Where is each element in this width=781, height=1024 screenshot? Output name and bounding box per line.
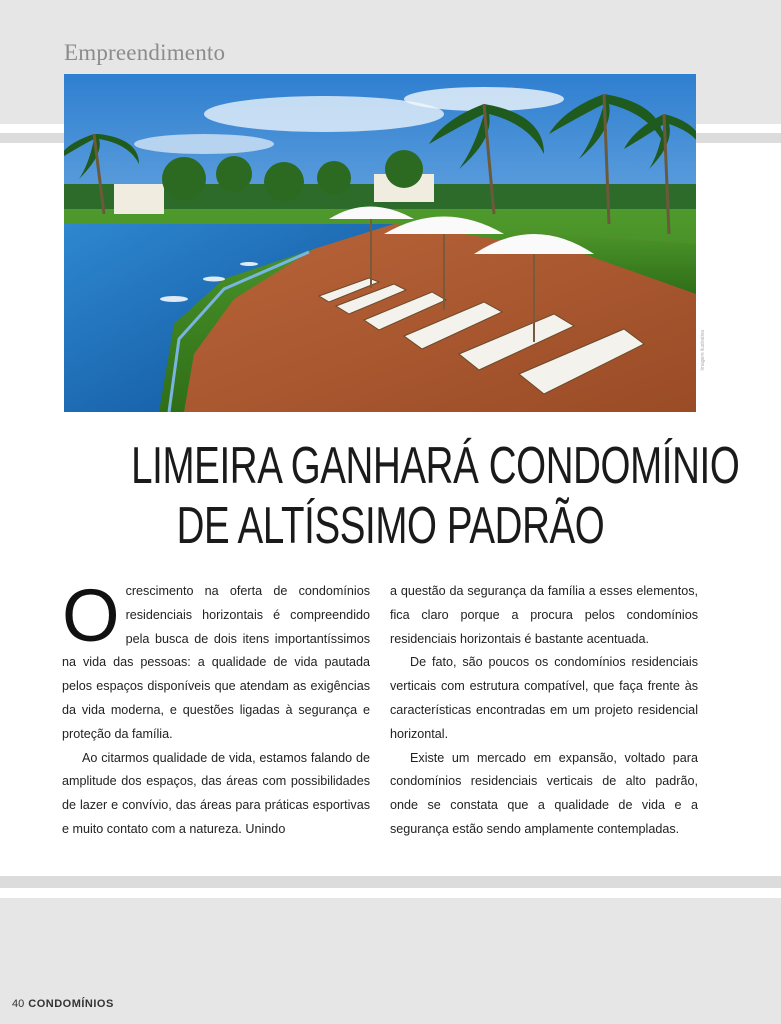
divider-stripe: [0, 888, 781, 898]
paragraph: [62, 574, 370, 747]
dropcap: O: [62, 574, 120, 657]
magazine-name: CONDOMÍNIOS: [28, 998, 114, 1010]
headline-line-1: LIMEIRA GANHARÁ CONDOMÍNIO: [131, 437, 740, 495]
divider-stripe: [0, 876, 781, 888]
paragraph: a questão da segurança da família a esses elementos, fica claro porque a procura pelos condomínios residenciais horizontais é bastante acentuada.: [390, 584, 698, 646]
page-number: 40: [12, 998, 25, 1010]
paragraph: Existe um mercado em expansão, voltado para condomínios residenciais verticais de alto padrão, onde se constata que a qualidade de vida e a segurança estão sendo amplamente contempladas.: [390, 750, 698, 836]
headline-line-2: DE ALTÍSSIMO PADRÃO: [176, 497, 605, 555]
bottom-band: [0, 898, 781, 1024]
resort-pool-photo: [64, 74, 696, 412]
column-right: [390, 580, 698, 842]
paragraph: De fato, são poucos os condomínios residenciais verticais com estrutura compatível, que faça frente às características encontradas em um projeto residencial horizontal.: [390, 655, 698, 741]
headline: [40, 436, 741, 556]
photo-credit: Imagem ilustrativa: [700, 330, 706, 371]
section-label: Empreendimento: [64, 40, 226, 65]
paragraph: Ao citarmos qualidade de vida, estamos falando de amplitude dos espaços, das áreas com possibilidades de lazer e convívio, das áreas para práticas esportivas e muito contato com a natureza. Unindo: [62, 750, 370, 836]
page-footer: [12, 998, 114, 1010]
column-left: [62, 574, 370, 842]
paragraph-text: crescimento na oferta de condomínios residenciais horizontais é compreendido pela busca de dois itens importantíssimos na vida das pessoas: a qualidade de vida pautada pelos espaços disponíveis que atendam as exigências da vida moderna, e questões ligadas à segurança e proteção da família.: [62, 584, 370, 741]
